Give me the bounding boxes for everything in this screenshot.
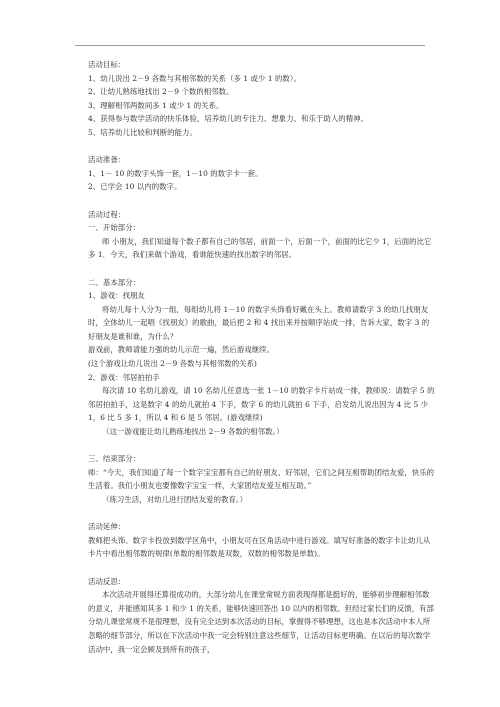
part3-note: （练习生活，对幼儿进行团结友爱的教育。） [102,495,248,504]
game1-note: 游戏前，教师请能力强的幼儿示范一遍，然后游戏继续。 [88,345,275,355]
spacer [88,561,436,575]
goals-section [88,58,436,140]
reflection-heading: 活动反思： [88,576,126,586]
prep-section [88,153,436,194]
prep-item: 2、已学会 10 以内的数字。 [88,182,182,192]
goals-heading: 活动目标： [88,60,126,69]
extension-heading: 活动延伸： [88,522,126,532]
extension-text: 教师把头饰、数字卡投放到数学区角中，小朋友可在区角活动中进行游戏。填写好准备的数字卡让幼儿从卡片中看出相邻数的规律(单数的相邻数是双数，双数的相邻数是单数)。 [88,535,431,559]
game2-aim: （这一游戏能让幼儿熟练地找出 2－9 各数的相邻数。） [102,427,284,437]
process-section [88,208,436,507]
spacer [88,507,436,521]
reflection-text: 本次活动开展得还算很成功的，大部分幼儿在课堂常规方面表现得都是挺好的，能够初步理解相邻数的意义，并能感知其多 1 和少 1 的关系，能够快速回答出 10 以内的相邻数。但经过家长们的反馈，有部分幼儿课堂常规不是很理想，没有完全达到本次活动的目标，掌握得不够理想，这也是本次活动中本人所忽略的细节部分，所以在下次活动中我一定会特别注意这些细节，让活动目标更明确。在以后的每次数学活动中，我一定会顾及到所有的孩子， [88,590,434,654]
extension-section [88,520,436,561]
game2-text: 每次请 10 名幼儿游戏，请 10 名幼儿任意选一张 1－10 的数字卡片站成一排，教师说：请数字 5 的邻居拍拍手，这是数字 4 的幼儿就拍 4 下手，数字 6 的幼儿就拍 6 下手，启发幼儿说出因为 4 比 5 少 1，6 比 5 多 1，所以 4 和 6 是 5 邻居。(游戏继续) [88,386,435,423]
header-rule [75,45,425,46]
goal-item: 3、理解相邻两数间多 1 或少 1 的关系。 [88,100,224,110]
part3-heading: 三、结束部分： [88,454,141,464]
game1-title: 1、游戏：找朋友 [88,291,145,301]
spacer [88,194,436,208]
part1-heading: 一、开始部分： [88,223,141,233]
prep-item: 1、1－ 10 的数字头饰一套，1－10 的数字卡一套。 [88,168,263,178]
prep-heading: 活动准备： [88,155,126,165]
goal-item: 2、让幼儿熟练地找出 2－9 个数的相邻数。 [88,87,234,97]
document-body [88,58,436,656]
spacer [88,439,436,453]
process-heading: 活动过程： [88,209,126,219]
part2-heading: 二、基本部分： [88,277,141,287]
goal-item: 5、培养幼儿比较和判断的能力。 [88,127,197,137]
game1-aim: (这个游戏让幼儿说出 2－9 各数与其相邻数的关系) [88,359,257,369]
spacer [88,140,436,154]
game1-text: 将幼儿每十人分为一组，每组幼儿将 1－10 的数字头饰看好戴在头上。教师请数字 3 的幼儿找朋友时，全体幼儿一起唱《找朋友》的歌曲，最后把 2 和 4 找出来并按顺序站成一排，告诉大家，数字 3 的好朋友是谁和谁，为什么？ [88,304,430,341]
part3-text: 师：“今天，我们知道了每一个数字宝宝都有自己的好朋友、好邻居，它们之间互相帮助团结友爱，快乐的生活着。我们小朋友也要像数字宝宝一样，大家团结友爱互相互助。” [88,467,435,491]
game2-title: 2、游戏：邻居拍拍手 [88,372,160,382]
spacer [88,262,436,276]
goal-item: 1、幼儿说出 2－9 各数与其相邻数的关系（多 1 或少 1 的数）。 [88,73,302,83]
reflection-section [88,575,436,657]
goal-item: 4、获得参与数学活动的快乐体验，培养幼儿的专注力、想象力、和乐于助人的精神。 [88,114,369,124]
part1-text: 师 小朋友，我们知道每个数子都有自己的邻居，前面一个，后面一个，前面的比它少 1，后面的比它多 1．今天，我们来做个游戏，看谁能快速的找出数字的邻居。 [88,236,432,260]
